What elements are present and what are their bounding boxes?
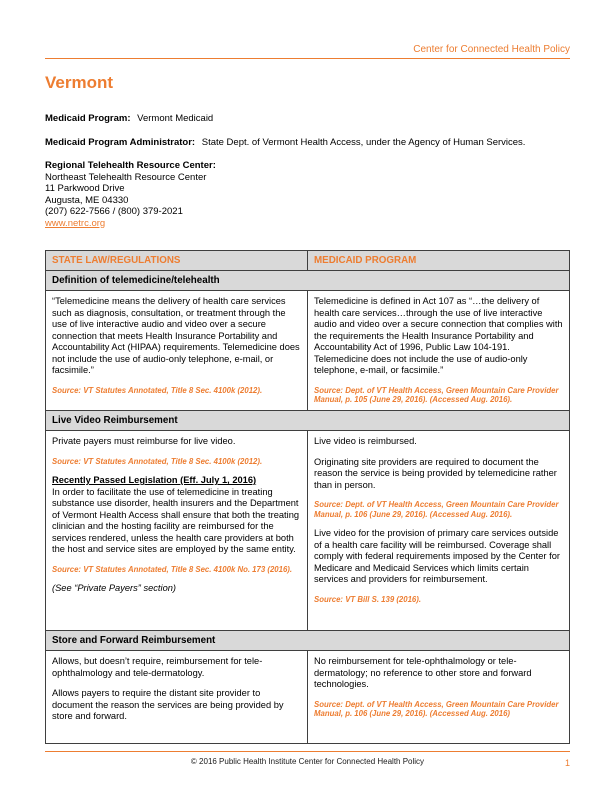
cell-live-video-state-law (46, 431, 308, 631)
paragraph: No reimbursement for tele-ophthalmology or tele-dermatology; no reference to other store and forward technologies. (314, 656, 532, 689)
section-title-store-forward: Store and Forward Reimbursement (46, 631, 570, 651)
policy-table (45, 250, 570, 744)
administrator-value: State Dept. of Vermont Health Access, under the Agency of Human Services. (201, 136, 526, 148)
medicaid-program-label: Medicaid Program: (45, 113, 131, 124)
resource-center-city: Augusta, ME 04330 (45, 194, 129, 206)
cell-definition-state-law (46, 291, 308, 411)
legislation-subheading: Recently Passed Legislation (Eff. July 1, 2016) (52, 475, 257, 485)
page-content (45, 44, 570, 744)
cell-store-forward-state-law (46, 651, 308, 744)
resource-center-website-link[interactable]: www.netrc.org (45, 217, 106, 229)
resource-center-block (45, 160, 570, 229)
resource-center-street: 11 Parkwood Drive (45, 183, 125, 194)
table-row-live-video (46, 431, 570, 631)
source-citation: Source: Dept. of VT Health Access, Green Mountain Care Provider Manual, p. 105 (June 29, 2016). (Accessed Aug. 2016). (314, 385, 559, 404)
section-title-live-video: Live Video Reimbursement (46, 411, 570, 431)
header-rule (45, 58, 570, 59)
paragraph: “Telemedicine means the delivery of health care services such as diagnosis, consultation, or treatment through the use of live interactive audio and video over a secure connection that meets Health Insurance Portability and Accountability Act (HIPAA) requirements. Telemedicine does not include the use of audio-only telephone, e-mail, or facsimile.” (52, 296, 300, 375)
paragraph: Telemedicine is defined in Act 107 as “…the delivery of health care services…through the use of live interactive audio and video over a secure connection that complies with the requirements the Health Insurance Portability and Accountability Act of 1996, Public Law 104-191. Telemedicine does not include the use of audio-only telephone, e-mail, or facsimile.” (314, 296, 563, 375)
source-citation: Source: Dept. of VT Health Access, Green Mountain Care Provider Manual, p. 106 (June 29, 2016). (Accessed Aug. 2016). (314, 500, 559, 519)
source-citation: Source: VT Statutes Annotated, Title 8 Sec. 4100k (2012). (52, 385, 263, 395)
section-header-definition (46, 271, 570, 291)
cell-store-forward-medicaid (308, 651, 570, 744)
footer (45, 751, 570, 766)
page-title: Vermont (45, 73, 114, 92)
cell-definition-medicaid (308, 291, 570, 411)
paragraph: In order to facilitate the use of telemedicine in treating substance use disorder, health insurers and the Department of Vermont Health Access shall ensure that both the treating clinician and the hosting facility are reimbursed for the services rendered, unless the health care providers at both the host and service sites are employed by the same entity. (52, 486, 300, 554)
source-citation: Source: VT Statutes Annotated, Title 8 Sec. 4100k No. 173 (2016). (52, 564, 293, 574)
resource-center-name: Northeast Telehealth Resource Center (45, 171, 207, 183)
table-row-store-forward (46, 651, 570, 744)
paragraph: Live video is reimbursed. (314, 436, 417, 446)
administrator-label: Medicaid Program Administrator: (45, 136, 196, 148)
cell-live-video-medicaid (308, 431, 570, 631)
paragraph: Allows, but doesn’t require, reimbursement for tele-ophthalmology and tele-dermatology. (52, 656, 263, 678)
resource-center-label: Regional Telehealth Resource Center: (45, 160, 216, 171)
source-citation: Source: VT Bill S. 139 (2016). (314, 594, 422, 604)
footer-copyright: © 2016 Public Health Institute Center for Connected Health Policy (190, 757, 425, 766)
source-citation: Source: Dept. of VT Health Access, Green Mountain Care Provider Manual, p. 106 (June 29, 2016). (Accessed Aug. 2016) (314, 699, 559, 718)
column-header-state-law: STATE LAW/REGULATIONS (46, 251, 308, 271)
medicaid-program-line (45, 113, 570, 125)
source-citation: Source: VT Statutes Annotated, Title 8 Sec. 4100k (2012). (52, 456, 263, 466)
see-note: (See “Private Payers” section) (52, 583, 177, 593)
column-header-medicaid: MEDICAID PROGRAM (308, 251, 570, 271)
medicaid-program-value: Vermont Medicaid (137, 113, 214, 124)
page-number: 1 (564, 758, 570, 768)
column-header-row (46, 251, 570, 271)
paragraph: Originating site providers are required to document the reason the service is being provided by telemedicine rather than in person. (314, 456, 557, 490)
paragraph: Live video for the provision of primary care services outside of a health care facility will be reimbursed. Coverage shall comply with federal requirements imposed by the Center for Medicare and Medicaid Services which limits certain services and providers for reimbursement. (314, 528, 560, 584)
paragraph: Private payers must reimburse for live video. (52, 436, 236, 446)
table-row-definition (46, 291, 570, 411)
brand-text: Center for Connected Health Policy (413, 44, 570, 55)
section-header-live-video (46, 411, 570, 431)
section-header-store-forward (46, 631, 570, 651)
section-title-definition: Definition of telemedicine/telehealth (46, 271, 570, 291)
resource-center-phone: (207) 622-7566 / (800) 379-2021 (45, 206, 183, 217)
paragraph: Allows payers to require the distant site provider to document the reason the services are being provided by store and forward. (52, 688, 284, 721)
administrator-line (45, 137, 570, 149)
